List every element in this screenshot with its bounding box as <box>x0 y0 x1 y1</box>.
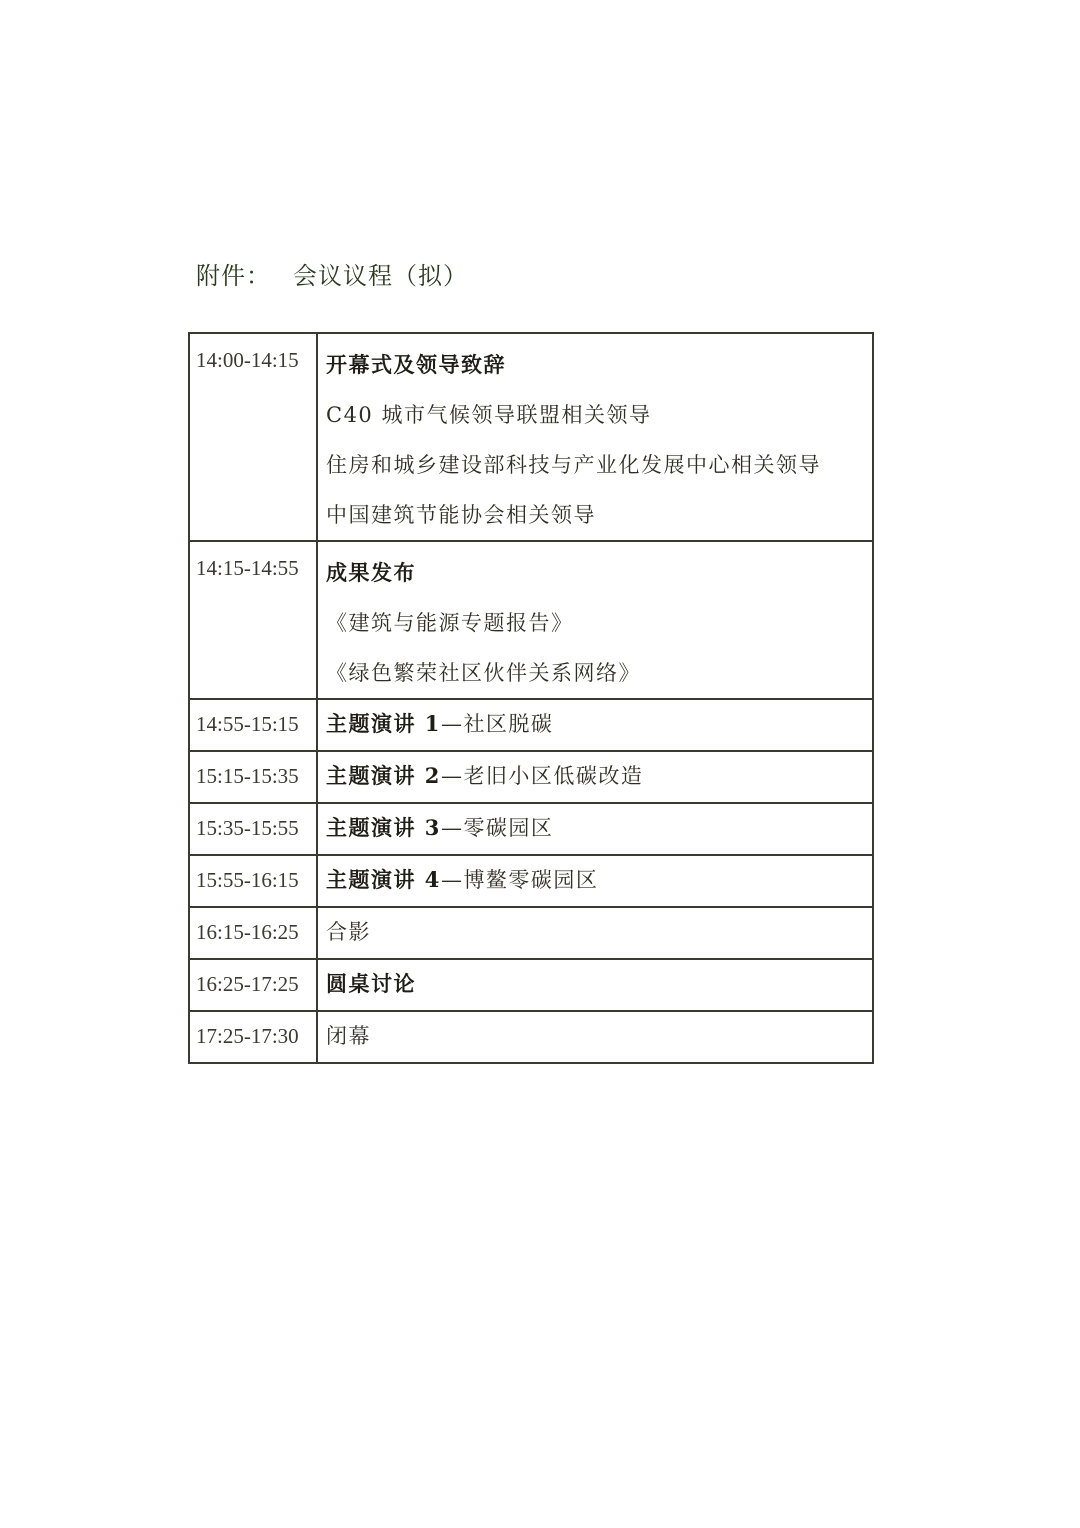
keynote-topic: —零碳园区 <box>440 816 554 840</box>
agenda-row-keynote-2 <box>189 751 873 803</box>
keynote-topic: —博鳌零碳园区 <box>440 868 599 892</box>
attachment-label: 附件： <box>196 262 271 290</box>
agenda-time: 14:00-14:15 <box>196 348 299 372</box>
agenda-item-title: 合影 <box>326 920 371 944</box>
document-heading <box>196 256 468 291</box>
agenda-time: 17:25-17:30 <box>196 1024 299 1048</box>
agenda-time: 15:35-15:55 <box>196 816 299 840</box>
agenda-item-title: 成果发布 <box>326 560 416 585</box>
agenda-time: 14:55-15:15 <box>196 712 299 736</box>
agenda-row-keynote-4 <box>189 855 873 907</box>
keynote-topic: —社区脱碳 <box>440 712 554 736</box>
agenda-time: 16:25-17:25 <box>196 972 299 996</box>
agenda-item-detail: 中国建筑节能协会相关领导 <box>326 503 596 527</box>
agenda-row-photo <box>189 907 873 959</box>
agenda-time: 15:15-15:35 <box>196 764 299 788</box>
agenda-item-detail: 《绿色繁荣社区伙伴关系网络》 <box>326 661 641 685</box>
agenda-time: 14:15-14:55 <box>196 556 299 580</box>
agenda-time: 16:15-16:25 <box>196 920 299 944</box>
agenda-row-release <box>189 541 873 699</box>
agenda-item-detail: 《建筑与能源专题报告》 <box>326 611 574 635</box>
agenda-time: 15:55-16:15 <box>196 868 299 892</box>
keynote-label: 主题演讲 3 <box>326 815 441 840</box>
agenda-item-title: 开幕式及领导致辞 <box>326 352 506 377</box>
agenda-item-title: 圆桌讨论 <box>326 971 416 996</box>
agenda-row-closing <box>189 1011 873 1063</box>
agenda-item-detail: C40 城市气候领导联盟相关领导 <box>326 403 652 427</box>
keynote-label: 主题演讲 4 <box>326 867 441 892</box>
keynote-topic: —老旧小区低碳改造 <box>440 764 644 788</box>
agenda-item-title: 闭幕 <box>326 1024 371 1048</box>
agenda-table <box>188 332 874 1064</box>
agenda-row-opening <box>189 333 873 541</box>
agenda-title: 会议议程（拟） <box>293 262 468 290</box>
keynote-label: 主题演讲 2 <box>326 763 441 788</box>
agenda-row-roundtable <box>189 959 873 1011</box>
keynote-label: 主题演讲 1 <box>326 711 441 736</box>
agenda-row-keynote-1 <box>189 699 873 751</box>
agenda-row-keynote-3 <box>189 803 873 855</box>
agenda-item-detail: 住房和城乡建设部科技与产业化发展中心相关领导 <box>326 453 821 477</box>
